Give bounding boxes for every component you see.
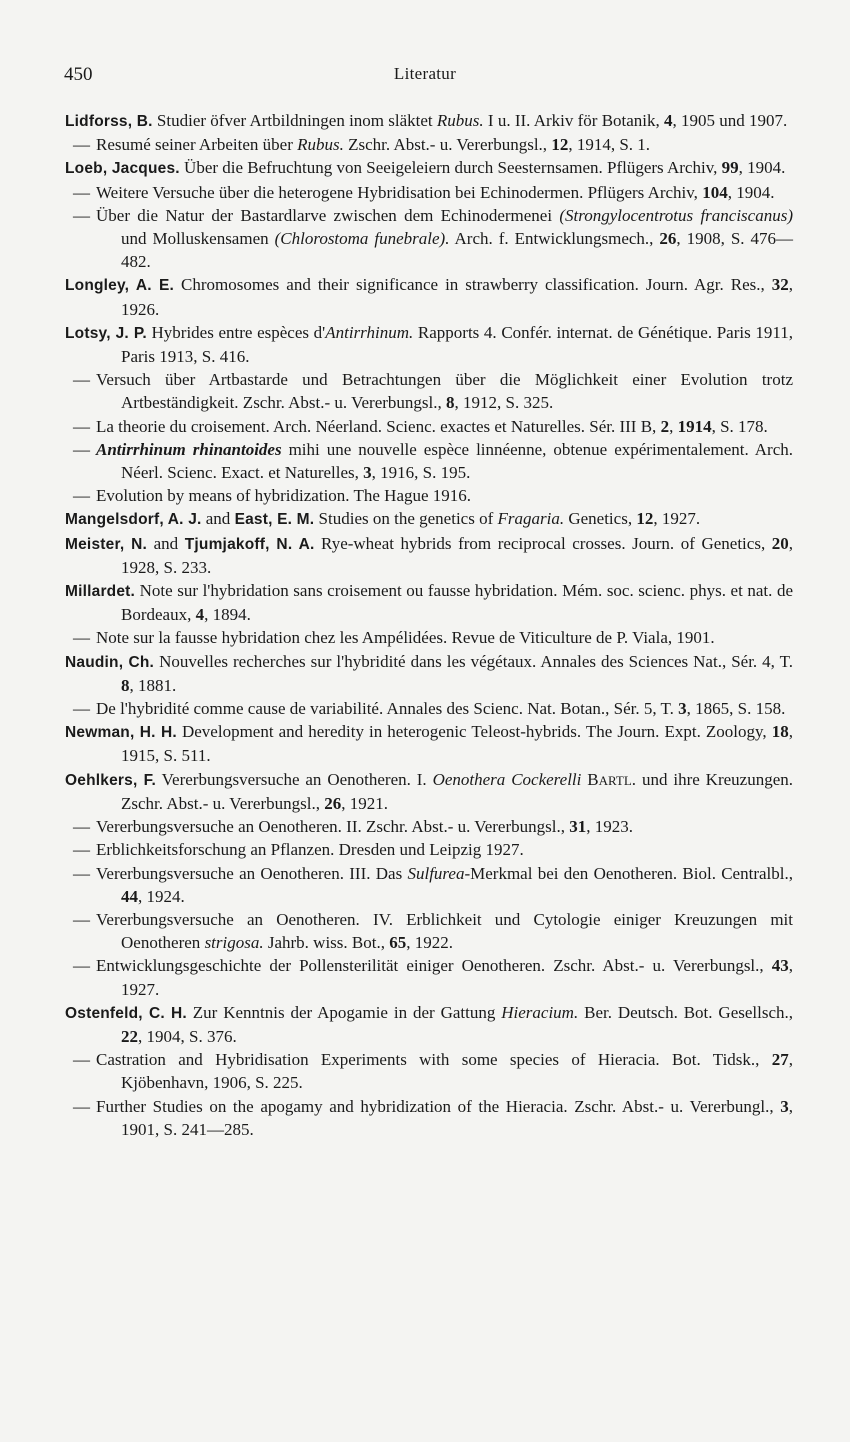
entry-text: Weitere Versuche über die heterogene Hybridisation bei Echinodermen. Pflügers Archiv, 104, 1904. — [96, 182, 775, 202]
entry-dash: — — [73, 863, 90, 883]
bibliography-continuation-entry — [65, 438, 793, 484]
entry-author: Longley, A. E. — [65, 277, 175, 295]
entry-author: Loeb, Jacques. — [65, 160, 180, 178]
entry-text: Further Studies on the apogamy and hybridization of the Hieracia. Zschr. Abst.- u. Vererbungl., 3, 1901, S. 241—285. — [96, 1096, 793, 1139]
entry-author: Meister, N. — [65, 535, 148, 553]
bibliography-continuation-entry — [65, 838, 793, 861]
entry-text: Hybrides entre espèces d'Antirrhinum. Rapports 4. Confér. internat. de Génétique. Paris 1911, Paris 1913, S. 416. — [121, 322, 793, 367]
bibliography-entry — [65, 579, 793, 626]
entry-text: Vererbungsversuche an Oenotheren. III. Das Sulfurea-Merkmal bei den Oenotheren. Biol. Centralbl., 44, 1924. — [96, 863, 793, 906]
entry-author: Newman, H. H. — [65, 724, 177, 742]
entry-text: Zur Kenntnis der Apogamie in der Gattung Hieracium. Ber. Deutsch. Bot. Gesellsch., 22, 1904, S. 376. — [121, 1002, 794, 1046]
entry-dash: — — [73, 628, 90, 648]
entry-author: Ostenfeld, C. H. — [65, 1004, 187, 1022]
entry-dash: — — [73, 909, 90, 929]
entry-text: La theorie du croisement. Arch. Néerland. Scienc. exactes et Naturelles. Sér. III B, 2, 1914, S. 178. — [96, 416, 768, 436]
entry-text: Vererbungsversuche an Oenotheren. IV. Erblichkeit und Cytologie einiger Kreuzungen mit Oenotheren strigosa. Jahrb. wiss. Bot., 65, 1922. — [96, 909, 793, 953]
bibliography-continuation-entry — [65, 181, 793, 204]
entry-author: Oehlkers, F. — [65, 771, 157, 789]
bibliography-entry — [65, 321, 793, 368]
entry-author: Millardet. — [65, 583, 136, 601]
entry-dash: — — [73, 817, 90, 837]
entry-text: Castration and Hybridisation Experiments with some species of Hieracia. Bot. Tidsk., 27, Kjöbenhavn, 1906, S. 225. — [96, 1050, 793, 1093]
entry-text: Vererbungsversuche an Oenotheren. II. Zschr. Abst.- u. Vererbungsl., 31, 1923. — [96, 817, 633, 837]
entry-author: Lotsy, J. P. — [65, 324, 147, 342]
entry-text: Über die Befruchtung von Seeigeleiern durch Seesternsamen. Pflügers Archiv, 99, 1904. — [179, 158, 786, 178]
bibliography-entry — [65, 156, 793, 180]
entry-conjunction: and — [147, 533, 185, 553]
bibliography-continuation-entry — [65, 908, 793, 954]
entry-text: Nouvelles recherches sur l'hybridité dans les végétaux. Annales des Sciences Nat., Sér. 4, T. 8, 1881. — [121, 651, 793, 695]
bibliography-entry — [65, 507, 793, 531]
bibliography-entry — [65, 720, 793, 767]
bibliography-entry — [65, 650, 793, 697]
bibliography-continuation-entry — [65, 415, 793, 438]
entry-dash: — — [73, 370, 90, 390]
entry-text: Note sur l'hybridation sans croisement ou fausse hybridation. Mém. soc. scienc. phys. et nat. de Bordeaux, 4, 1894. — [121, 581, 793, 625]
entry-text: Versuch über Artbastarde und Betrachtungen über die Möglichkeit einer Evolution trotz Artbeständigkeit. Zschr. Abst.- u. Vererbungsl., 8, 1912, S. 325. — [96, 370, 793, 413]
entry-text: Über die Natur der Bastardlarve zwischen dem Echinodermenei (Strongylocentrotus franciscanus) und Molluskensamen (Chlorostoma funebrale). Arch. f. Entwicklungsmech., 26, 1908, S. 476—482. — [96, 205, 794, 272]
entry-dash: — — [73, 416, 90, 436]
entry-text: Note sur la fausse hybridation chez les Ampélidées. Revue de Viticulture de P. Viala, 1901. — [96, 628, 715, 648]
bibliography-continuation-entry — [65, 484, 793, 507]
bibliography-continuation-entry — [65, 815, 793, 838]
entry-text: Antirrhinum rhinantoides mihi une nouvelle espèce linnéenne, obtenue expérimentalement. Arch. Néerl. Scienc. Exact. et Naturelles, 3, 1916, S. 195. — [96, 439, 794, 483]
bibliography-continuation-entry — [65, 626, 793, 649]
entry-text: Evolution by means of hybridization. The Hague 1916. — [96, 486, 472, 506]
entry-text: De l'hybridité comme cause de variabilité. Annales des Scienc. Nat. Botan., Sér. 5, T. 3, 1865, S. 158. — [96, 699, 786, 719]
page-number: 450 — [64, 64, 93, 85]
entry-text: Rye-wheat hybrids from reciprocal crosses. Journ. of Genetics, 20, 1928, S. 233. — [121, 533, 794, 577]
entry-text: Erblichkeitsforschung an Pflanzen. Dresden und Leipzig 1927. — [96, 840, 524, 860]
bibliography-entry — [65, 109, 793, 133]
entry-text: Studies on the genetics of Fragaria. Genetics, 12, 1927. — [314, 509, 701, 529]
entry-author-2: East, E. M. — [234, 511, 315, 529]
entry-author-2: Tjumjakoff, N. A. — [184, 535, 315, 553]
entry-dash: — — [73, 182, 90, 202]
bibliography-continuation-entry — [65, 862, 793, 908]
bibliography-entry — [65, 1001, 793, 1048]
entry-text: Chromosomes and their significance in strawberry classification. Journ. Agr. Res., 32, 1926. — [121, 275, 794, 319]
entry-dash: — — [73, 135, 90, 155]
bibliography-continuation-entry — [65, 954, 793, 1000]
bibliography-continuation-entry — [65, 697, 793, 720]
entry-author: Naudin, Ch. — [65, 653, 155, 671]
bibliography-continuation-entry — [65, 1095, 793, 1141]
bibliography-entry — [65, 532, 793, 579]
bibliography-entry — [65, 273, 793, 320]
entry-dash: — — [73, 956, 90, 976]
entry-text: Development and heredity in heterogenic Teleost-hybrids. The Journ. Expt. Zoology, 18, 1915, S. 511. — [121, 722, 793, 766]
entry-dash: — — [73, 439, 90, 459]
bibliography-continuation-entry — [65, 1048, 793, 1094]
entry-dash: — — [73, 486, 90, 506]
bibliography-continuation-entry — [65, 204, 793, 274]
bibliography-list — [65, 109, 793, 1141]
entry-text: Resumé seiner Arbeiten über Rubus. Zschr. Abst.- u. Vererbungsl., 12, 1914, S. 1. — [96, 135, 651, 155]
bibliography-continuation-entry — [65, 368, 793, 414]
entry-dash: — — [73, 1096, 90, 1116]
entry-dash: — — [73, 205, 90, 225]
entry-dash: — — [73, 699, 90, 719]
bibliography-continuation-entry — [65, 133, 793, 156]
entry-author: Mangelsdorf, A. J. — [65, 511, 202, 529]
entry-author: Lidforss, B. — [65, 113, 153, 130]
entry-dash: — — [73, 840, 90, 860]
entry-text: Vererbungsversuche an Oenotheren. I. Oenothera Cockerelli BARTL. und ihre Kreuzungen. Zschr. Abst.- u. Vererbungsl., 26, 1921. — [121, 769, 793, 813]
entry-dash: — — [73, 1050, 90, 1070]
page-header — [64, 64, 786, 88]
entry-conjunction: and — [201, 509, 235, 529]
bibliography-entry — [65, 768, 793, 815]
running-title: Literatur — [393, 64, 457, 83]
entry-text: Studier öfver Artbildningen inom släktet Rubus. I u. II. Arkiv för Botanik, 4, 1905 und 1907. — [152, 111, 788, 130]
entry-text: Entwicklungsgeschichte der Pollensterilität einiger Oenotheren. Zschr. Abst.- u. Vererbungsl., 43, 1927. — [96, 956, 793, 999]
